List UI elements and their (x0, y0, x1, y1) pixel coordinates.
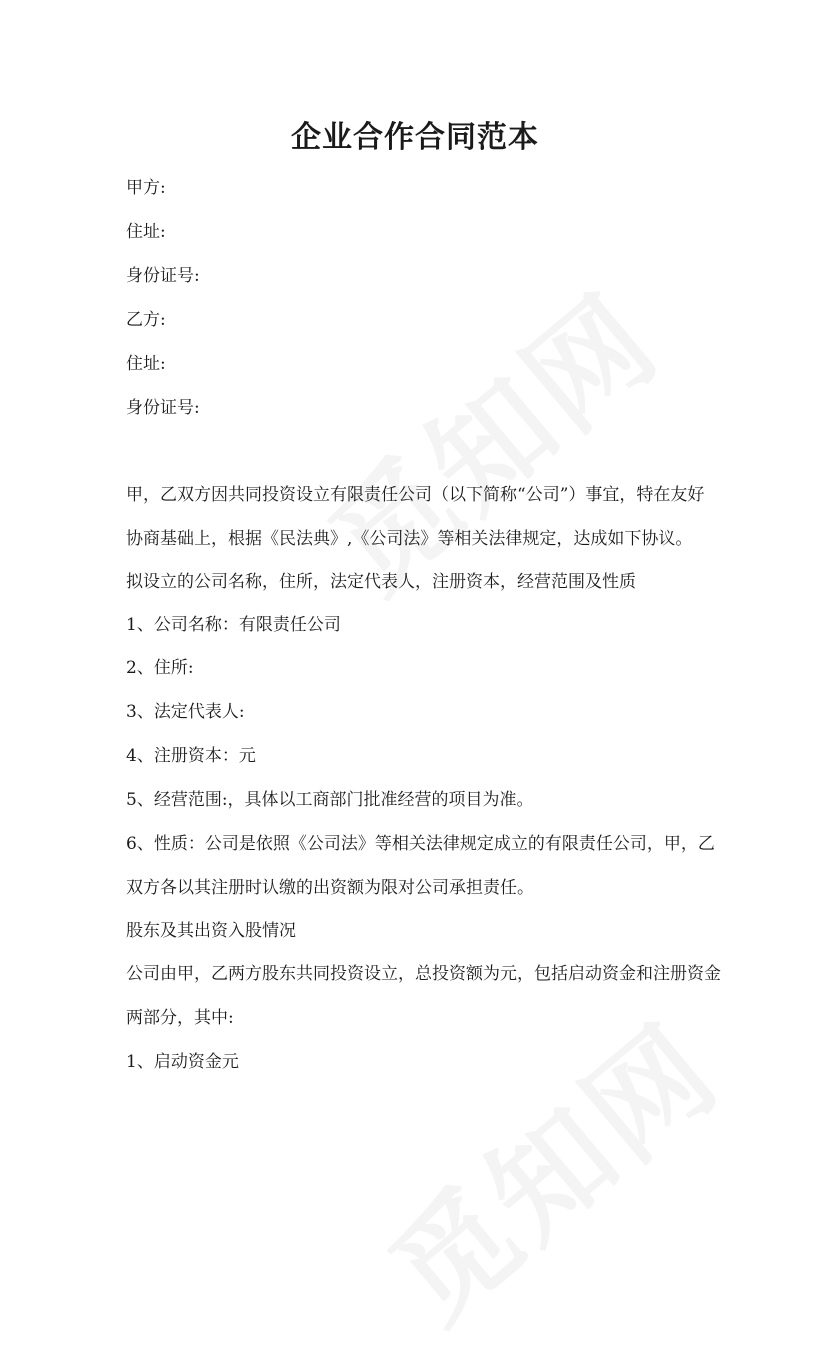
paragraph-line: 两部分，其中: (126, 1008, 234, 1028)
list-item: 4、注册资本：元 (126, 746, 256, 766)
paragraph-line: 公司由甲，乙两方股东共同投资设立，总投资额为元，包括启动资金和注册资金 (126, 964, 721, 984)
list-item: 5、经营范围:，具体以工商部门批准经营的项目为准。 (126, 790, 534, 810)
watermark (289, 249, 689, 624)
party-b-address: 住址: (126, 354, 166, 374)
paragraph-line: 甲，乙双方因共同投资设立有限责任公司（以下简称“公司”）事宜，特在友好 (126, 485, 705, 505)
list-item: 2、住所: (126, 658, 194, 678)
party-a-id-number: 身份证号: (126, 266, 200, 286)
list-item: 1、启动资金元 (126, 1052, 239, 1072)
list-item-continuation: 双方各以其注册时认缴的出资额为限对公司承担责任。 (126, 878, 534, 898)
party-a-label: 甲方: (126, 178, 166, 198)
party-a-address: 住址: (126, 222, 166, 242)
paragraph-line: 协商基础上，根据《民法典》,《公司法》等相关法律规定，达成如下协议。 (126, 529, 693, 549)
watermark (349, 979, 749, 1353)
list-item: 3、法定代表人: (126, 702, 245, 722)
list-item: 6、性质：公司是依照《公司法》等相关法律规定成立的有限责任公司，甲，乙 (126, 834, 715, 854)
party-b-id-number: 身份证号: (126, 398, 200, 418)
list-item: 1、公司名称：有限责任公司 (126, 615, 341, 635)
party-b-label: 乙方: (126, 310, 166, 330)
section-heading: 股东及其出资入股情况 (126, 921, 296, 941)
page-title: 企业合作合同范本 (291, 120, 539, 155)
section-heading: 拟设立的公司名称，住所，法定代表人，注册资本，经营范围及性质 (126, 572, 636, 592)
